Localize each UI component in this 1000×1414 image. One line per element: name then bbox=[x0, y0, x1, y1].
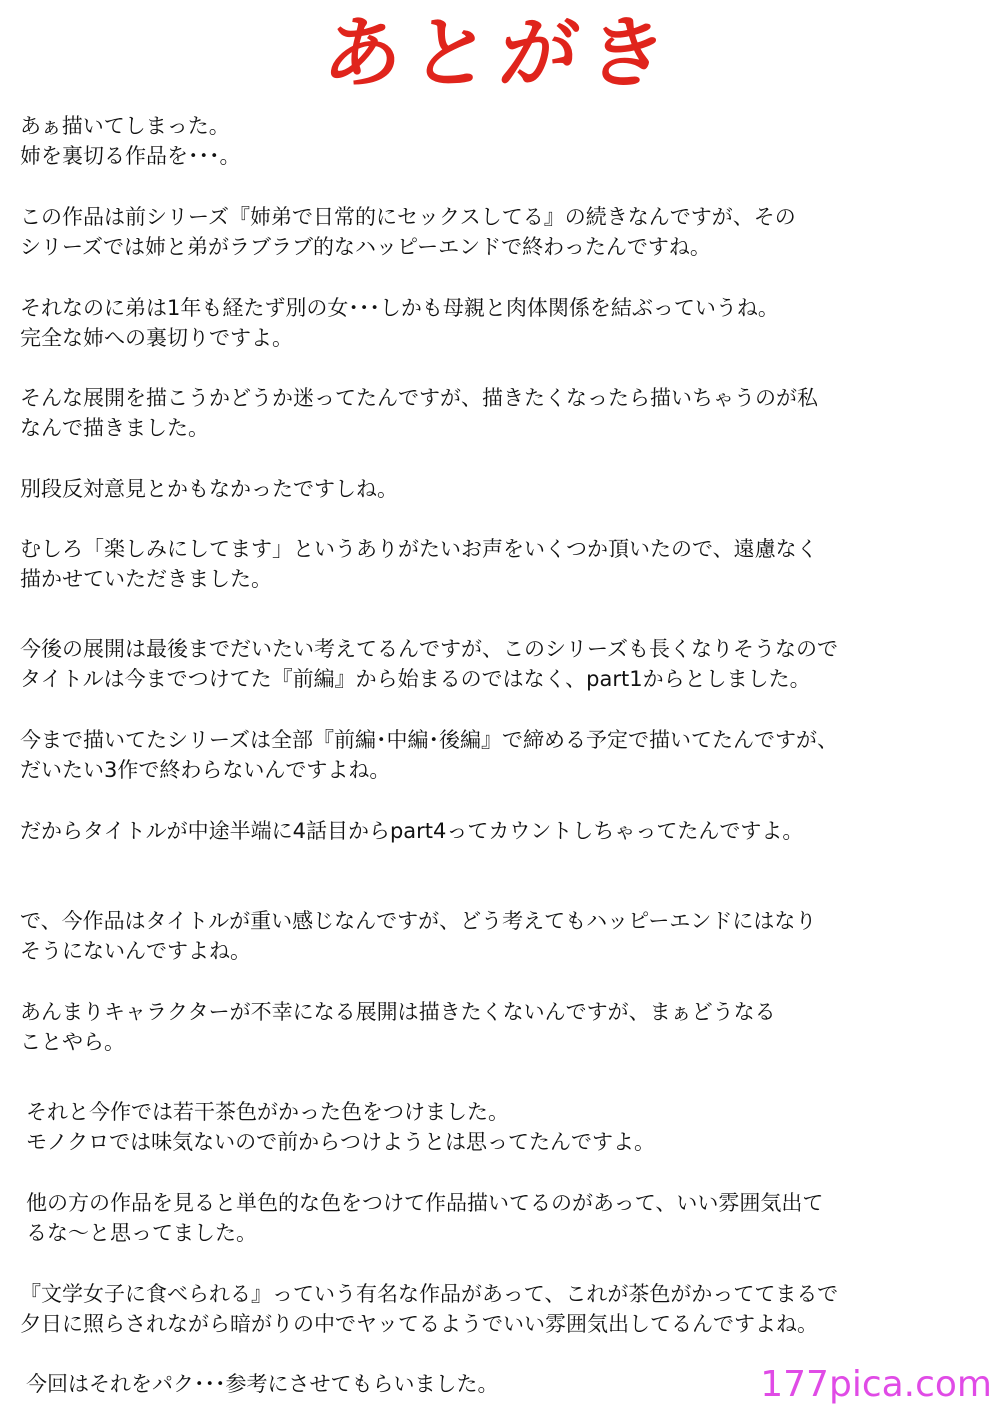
body-line: この作品は前シリーズ『姉弟で日常的にセックスしてる』の続きなんですが、その bbox=[20, 205, 796, 229]
body-line: だいたい3作で終わらないんですよね。 bbox=[20, 758, 391, 782]
body-line: シリーズでは姉と弟がラブラブ的なハッピーエンドで終わったんですね。 bbox=[20, 235, 711, 259]
body-line: ことやら。 bbox=[20, 1030, 125, 1054]
body-line: だからタイトルが中途半端に4話目からpart4ってカウントしちゃってたんですよ。 bbox=[20, 819, 804, 843]
body-line: それと今作では若干茶色がかった色をつけました。 bbox=[26, 1100, 509, 1124]
body-line: それなのに弟は1年も経たず別の女･･･しかも母親と肉体関係を結ぶっていうね。 bbox=[20, 296, 779, 320]
body-line: 夕日に照らされながら暗がりの中でヤッてるようでいい雰囲気出してるんですよね。 bbox=[20, 1312, 818, 1336]
afterword-title bbox=[0, 4, 1000, 104]
body-line: あんまりキャラクターが不幸になる展開は描きたくないんですが、まぁどうなる bbox=[20, 1000, 776, 1024]
body-line: 完全な姉への裏切りですよ。 bbox=[20, 326, 293, 350]
body-line: 今後の展開は最後までだいたい考えてるんですが、このシリーズも長くなりそうなので bbox=[20, 637, 838, 661]
body-line: むしろ「楽しみにしてます」というありがたいお声をいくつか頂いたので、遠慮なく bbox=[20, 537, 818, 561]
body-line: そうにないんですよね。 bbox=[20, 939, 251, 963]
body-line: 別段反対意見とかもなかったですしね。 bbox=[20, 477, 398, 501]
body-line: 他の方の作品を見ると単色的な色をつけて作品描いてるのがあって、いい雰囲気出て bbox=[26, 1191, 824, 1215]
body-line: そんな展開を描こうかどうか迷ってたんですが、描きたくなったら描いちゃうのが私 bbox=[20, 386, 818, 410]
afterword-title-text: あとがき bbox=[319, 9, 681, 99]
body-line: なんで描きました。 bbox=[20, 416, 209, 440]
body-line: あぁ描いてしまった。 bbox=[20, 114, 230, 138]
body-line: 姉を裏切る作品を･･･。 bbox=[20, 144, 241, 168]
site-watermark: 177pica.com bbox=[760, 1364, 992, 1405]
body-line: 『文学女子に食べられる』っていう有名な作品があって、これが茶色がかっててまるで bbox=[20, 1282, 839, 1306]
body-line: 今回はそれをパク･･･参考にさせてもらいました。 bbox=[26, 1372, 499, 1396]
body-line: モノクロでは味気ないので前からつけようとは思ってたんですよ。 bbox=[26, 1130, 655, 1154]
body-line: るな～と思ってました。 bbox=[26, 1221, 257, 1245]
body-line: 今まで描いてたシリーズは全部『前編･中編･後編』で締める予定で描いてたんですが、 bbox=[20, 728, 838, 752]
body-line: で、今作品はタイトルが重い感じなんですが、どう考えてもハッピーエンドにはなり bbox=[20, 909, 817, 933]
body-line: 描かせていただきました。 bbox=[20, 567, 272, 591]
body-line: タイトルは今までつけてた『前編』から始まるのではなく、part1からとしました。 bbox=[20, 667, 811, 691]
